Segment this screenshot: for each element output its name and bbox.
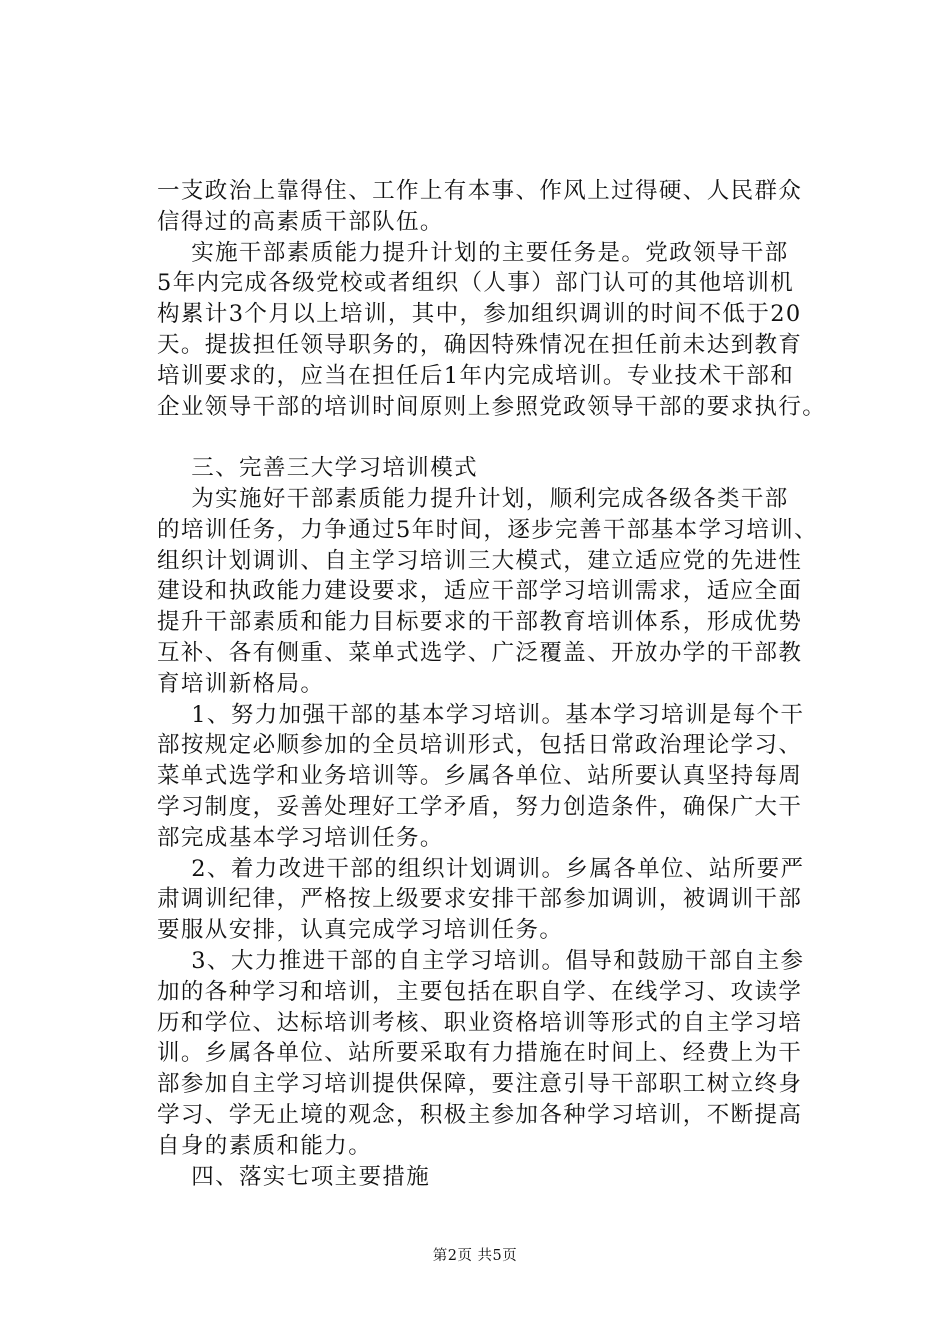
document-body [157,176,847,1192]
text-line: 企业领导干部的培训时间原则上参照党政领导干部的要求执行。 [157,393,827,420]
text-line: 提升干部素质和能力目标要求的干部教育培训体系，形成优势 [157,609,803,636]
text-line: 自身的素质和能力。 [157,1132,373,1159]
text-line: 2、着力改进干部的组织计划调训。乡属各单位、站所要严 [157,855,805,882]
text-line: 学习、学无止境的观念，积极主参加各种学习培训，不断提高 [157,1101,803,1128]
text-line: 菜单式选学和业务培训等。乡属各单位、站所要认真坚持每周 [157,763,803,790]
text-line: 互补、各有侧重、菜单式选学、广泛覆盖、开放办学的干部教 [157,639,803,666]
text-line: 部完成基本学习培训任务。 [157,824,444,851]
page-number-footer: 第2页 共5页 [432,1248,518,1264]
section-heading: 三、完善三大学习培训模式 [157,455,479,482]
text-line: 育培训新格局。 [157,670,325,697]
text-line: 肃调训纪律，严格按上级要求安排干部参加调训，被调训干部 [157,886,803,913]
text-line: 构累计3个月以上培训，其中，参加组织调训的时间不低于20 [157,301,802,328]
section-heading: 四、落实七项主要措施 [157,1163,431,1190]
text-line: 历和学位、达标培训考核、职业资格培训等形式的自主学习培 [157,1009,803,1036]
text-line: 5年内完成各级党校或者组织（人事）部门认可的其他培训机 [157,270,795,297]
text-line: 为实施好干部素质能力提升计划，顺利完成各级各类干部 [157,485,789,512]
text-line: 学习制度，妥善处理好工学矛盾，努力创造条件，确保广大干 [157,793,803,820]
text-line: 培训要求的，应当在担任后1年内完成培训。专业技术干部和 [157,362,795,389]
text-line: 1、努力加强干部的基本学习培训。基本学习培训是每个干 [157,701,805,728]
text-line: 要服从安排，认真完成学习培训任务。 [157,917,564,944]
text-line: 建设和执政能力建设要求，适应干部学习培训需求，适应全面 [157,578,803,605]
text-line: 信得过的高素质干部队伍。 [157,208,444,235]
blank-line [157,422,847,453]
text-line: 组织计划调训、自主学习培训三大模式，建立适应党的先进性 [157,547,803,574]
text-line: 加的各种学习和培训，主要包括在职自学、在线学习、攻读学 [157,978,803,1005]
text-line: 训。乡属各单位、站所要采取有力措施在时间上、经费上为干 [157,1040,803,1067]
text-line: 的培训任务，力争通过5年时间，逐步完善干部基本学习培训、 [157,516,819,543]
text-line: 天。提拔担任领导职务的，确因特殊情况在担任前未达到教育 [157,331,803,358]
text-line: 部按规定必顺参加的全员培训形式，包括日常政治理论学习、 [157,732,803,759]
text-line: 实施干部素质能力提升计划的主要任务是。党政领导干部 [157,239,789,266]
text-line: 部参加自主学习培训提供保障，要注意引导干部职工树立终身 [157,1071,803,1098]
text-line: 3、大力推进干部的自主学习培训。倡导和鼓励干部自主参 [157,947,805,974]
text-line: 一支政治上靠得住、工作上有本事、作风上过得硬、人民群众 [157,178,803,204]
